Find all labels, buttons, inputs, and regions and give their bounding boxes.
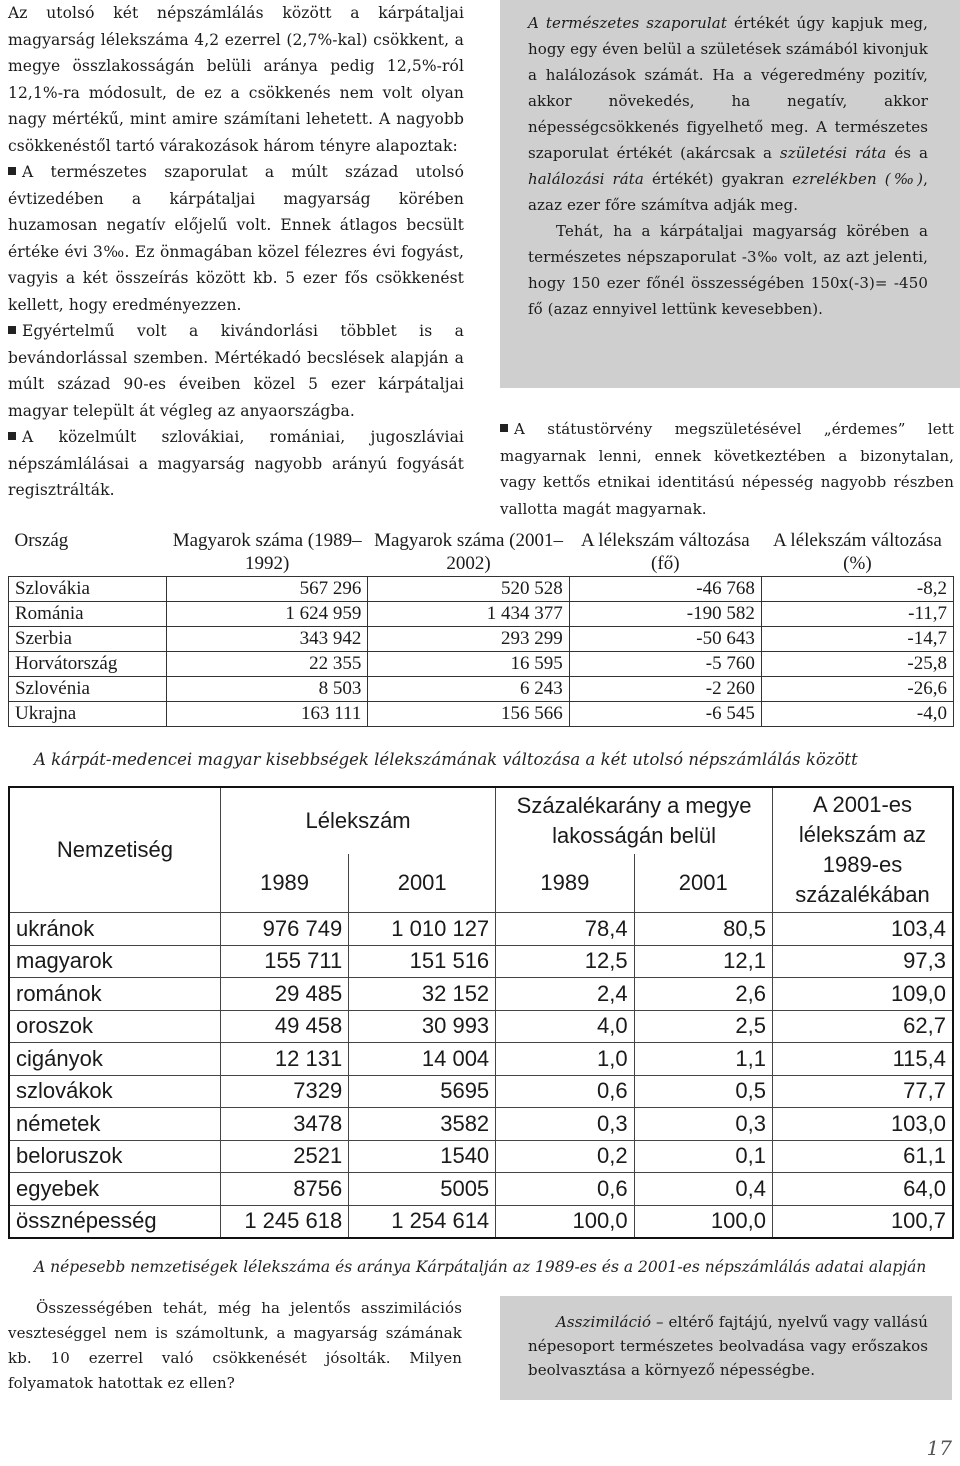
table-row (9, 1173, 953, 1206)
cell-nationality: németek (9, 1108, 220, 1141)
cell-value: 6 243 (368, 677, 569, 702)
cell-value: 520 528 (368, 577, 569, 602)
cell-value: -8,2 (761, 577, 953, 602)
cell-value: 32 152 (349, 978, 496, 1011)
cell-value: 64,0 (772, 1173, 953, 1206)
cell-nationality: egyebek (9, 1173, 220, 1206)
cell-value: 29 485 (220, 978, 348, 1011)
cell-value: 1 434 377 (368, 602, 569, 627)
cell-value: -50 643 (569, 627, 761, 652)
table-row (9, 978, 953, 1011)
cell-value: 1 624 959 (166, 602, 367, 627)
table-row (9, 627, 954, 652)
table-row (9, 1108, 953, 1141)
cell-country: Szerbia (9, 627, 167, 652)
cell-value: 0,6 (496, 1173, 634, 1206)
table-body (9, 913, 953, 1239)
cell-value: -2 260 (569, 677, 761, 702)
cell-value: 293 299 (368, 627, 569, 652)
cell-value: 14 004 (349, 1043, 496, 1076)
term-natural-growth: A természetes szaporulat (528, 14, 727, 32)
left-column-text (8, 0, 464, 504)
cell-nationality: össznépesség (9, 1205, 220, 1238)
cell-value: 61,1 (772, 1140, 953, 1173)
table-header-row (9, 787, 953, 854)
table-row (9, 945, 953, 978)
cell-value: 8 503 (166, 677, 367, 702)
table2-caption: A népesebb nemzetiségek lélekszáma és aránya Kárpátalján az 1989-es és a 2001-es népszámlálás adatai alapján (34, 1258, 927, 1276)
cell-nationality: magyarok (9, 945, 220, 978)
col-header-change-persons: A lélekszám változása (fő) (580, 530, 750, 574)
table-row (9, 702, 954, 727)
cell-nationality: ukránok (9, 913, 220, 946)
cell-value: 80,5 (634, 913, 772, 946)
cell-value: 0,6 (496, 1075, 634, 1108)
table-row (9, 1075, 953, 1108)
cell-value: 1540 (349, 1140, 496, 1173)
cell-value: 16 595 (368, 652, 569, 677)
cell-value: 0,1 (634, 1140, 772, 1173)
bullet-emigration (8, 318, 464, 424)
cell-value: 976 749 (220, 913, 348, 946)
cell-value: 1 245 618 (220, 1205, 348, 1238)
cell-value: 1,0 (496, 1043, 634, 1076)
assimilation-definition (528, 1310, 928, 1382)
cell-value: -14,7 (761, 627, 953, 652)
cell-country: Szlovákia (9, 577, 167, 602)
cell-value: 78,4 (496, 913, 634, 946)
cell-value: 155 711 (220, 945, 348, 978)
cell-value: 100,7 (772, 1205, 953, 1238)
cell-value: 22 355 (166, 652, 367, 677)
nationalities-table (8, 786, 954, 1239)
intro-paragraph: Az utolsó két népszámlálás között a kárpátaljai magyarság lélekszáma 4,2 ezerrel (2,7%-kal) csökkent, a megye összlakosságán belüli aránya pedig 12,5%-ról 12,1%-ra módosult, de ez a csökkenés nem volt olyan nagy mértékű, mint amire számítani lehetett. A nagyobb csökkenéstől tartó várakozások három tényre alapoztak: (8, 4, 464, 155)
cell-value: 4,0 (496, 1010, 634, 1043)
bullet-text: A közelmúlt szlovákiai, romániai, jugoszláviai népszámlálásai a magyarság nagyobb arányú fogyását regisztrálták. (8, 428, 464, 499)
table-body (9, 577, 954, 727)
col-header-year: 1989 (220, 854, 348, 913)
cell-value: -4,0 (761, 702, 953, 727)
cell-nationality: oroszok (9, 1010, 220, 1043)
term-death-rate: halálozási ráta (528, 170, 644, 188)
cell-value: 115,4 (772, 1043, 953, 1076)
cell-nationality: beloruszok (9, 1140, 220, 1173)
cell-value: 103,0 (772, 1108, 953, 1141)
col-header-count-2001: Magyarok száma (2001–2002) (374, 530, 563, 574)
cell-value: 2,5 (634, 1010, 772, 1043)
definition-paragraph: A természetes szaporulat értékét úgy kapjuk meg, hogy egy éven belül a születések számából kivonjuk a halálozások számát. Ha a végeredmény pozitív, akkor növekedés, ha negatív, akkor népességcsökkenés figyelhető meg. A természetes szaporulat értékét (akárcsak a születési ráta és a halálozási ráta értékét) gyakran ezrelékben (‰), azaz ezer főre számítva adják meg. (528, 14, 929, 214)
table-row (9, 602, 954, 627)
cell-value: 343 942 (166, 627, 367, 652)
cell-value: 0,5 (634, 1075, 772, 1108)
cell-value: 100,0 (634, 1205, 772, 1238)
page-number: 17 (926, 1436, 952, 1460)
cell-value: -5 760 (569, 652, 761, 677)
example-paragraph: Tehát, ha a kárpátaljai magyarság körében a természetes népszaporulat -3‰ volt, az azt jelenti, hogy 150 ezer főnél összességében 150x(-3)= -450 fő (azaz ennyivel lettünk kevesebben). (528, 222, 928, 318)
col-header-change-percent: A lélekszám változása (%) (773, 530, 942, 574)
cell-value: 5005 (349, 1173, 496, 1206)
cell-country: Ukrajna (9, 702, 167, 727)
cell-value: 0,3 (496, 1108, 634, 1141)
cell-value: 1 254 614 (349, 1205, 496, 1238)
cell-value: 1,1 (634, 1043, 772, 1076)
cell-value: 7329 (220, 1075, 348, 1108)
cell-value: 62,7 (772, 1010, 953, 1043)
table-row (9, 1010, 953, 1043)
cell-nationality: szlovákok (9, 1075, 220, 1108)
term-birth-rate: születési ráta (779, 144, 887, 162)
table1-caption: A kárpát-medencei magyar kisebbségek lélekszámának változása a két utolsó népszámlálás között (34, 750, 858, 769)
minority-census-table (8, 528, 954, 727)
cell-value: 567 296 (166, 577, 367, 602)
cell-country: Horvátország (9, 652, 167, 677)
cell-value: 151 516 (349, 945, 496, 978)
cell-value: -11,7 (761, 602, 953, 627)
col-header-count-1990: Magyarok száma (1989–1992) (172, 530, 362, 574)
table-row (9, 1140, 953, 1173)
col-header-year: 1989 (496, 854, 634, 913)
table-row (9, 1043, 953, 1076)
table-row (9, 652, 954, 677)
cell-value: 109,0 (772, 978, 953, 1011)
term-assimilation: Asszimiláció (556, 1313, 652, 1331)
cell-value: -6 545 (569, 702, 761, 727)
conclusion-paragraph: Összességében tehát, még ha jelentős asszimilációs veszteséggel nem is számoltunk, a magyarság számának kb. 10 ezerrel való csökkenését jósolták. Milyen folyamatok hatottak ez ellen? (8, 1299, 462, 1392)
bullet-text: A természetes szaporulat a múlt század utolsó évtizedében a kárpátaljai magyarság körében huzamosan negatív előjelű volt. Ennek átlagos becsült értéke évi 3‰. Ez önmagában közel félezres évi fogyást, vagyis a két összeírás között kb. 5 ezer fős csökkenést kellett, hogy eredményezzen. (8, 163, 464, 314)
cell-value: 2,4 (496, 978, 634, 1011)
cell-country: Szlovénia (9, 677, 167, 702)
cell-value: 2,6 (634, 978, 772, 1011)
col-header-share: Százalékarány a megye lakosságán belül (496, 787, 773, 854)
cell-value: 103,4 (772, 913, 953, 946)
cell-value: 3582 (349, 1108, 496, 1141)
cell-value: 97,3 (772, 945, 953, 978)
table-row (9, 1205, 953, 1238)
col-header-ratio: A 2001-es lélekszám az 1989-es százalékában (772, 787, 953, 913)
col-header-country: Ország (14, 530, 69, 551)
cell-value: -46 768 (569, 577, 761, 602)
cell-value: 49 458 (220, 1010, 348, 1043)
cell-value: 156 566 (368, 702, 569, 727)
cell-value: 0,3 (634, 1108, 772, 1141)
term-permille: ezrelékben (‰) (792, 170, 924, 188)
cell-value: 100,0 (496, 1205, 634, 1238)
col-header-year: 2001 (349, 854, 496, 913)
table-row (9, 913, 953, 946)
right-bullet (500, 416, 954, 522)
cell-value: 3478 (220, 1108, 348, 1141)
cell-value: 12,5 (496, 945, 634, 978)
assimilation-paragraph: Asszimiláció – eltérő fajtájú, nyelvű vagy vallású népesoport természetes beolvadása vagy erőszakos beolvasztása a környező népességbe. (528, 1313, 928, 1379)
bullet-neighbor-census (8, 424, 464, 504)
definition-text (528, 10, 928, 322)
bottom-left-text (8, 1296, 462, 1396)
bullet-natural-growth (8, 159, 464, 318)
cell-country: Románia (9, 602, 167, 627)
cell-value: 12,1 (634, 945, 772, 978)
cell-value: 12 131 (220, 1043, 348, 1076)
cell-value: 8756 (220, 1173, 348, 1206)
cell-value: 163 111 (166, 702, 367, 727)
cell-nationality: románok (9, 978, 220, 1011)
cell-value: 30 993 (349, 1010, 496, 1043)
table-row (9, 577, 954, 602)
table-header-row (9, 528, 954, 577)
cell-value: 2521 (220, 1140, 348, 1173)
cell-nationality: cigányok (9, 1043, 220, 1076)
col-header-year: 2001 (634, 854, 772, 913)
bullet-text: Egyértelmű volt a kivándorlási többlet is a bevándorlással szemben. Mértékadó becslések alapján a múlt század 90-es éveiben közel 5 ezer kárpátaljai magyar települt át végleg az anyaországba. (8, 322, 464, 420)
cell-value: -26,6 (761, 677, 953, 702)
cell-value: -25,8 (761, 652, 953, 677)
cell-value: 0,2 (496, 1140, 634, 1173)
col-header-population: Lélekszám (220, 787, 495, 854)
bullet-status-law (500, 416, 954, 522)
cell-value: -190 582 (569, 602, 761, 627)
table-row (9, 677, 954, 702)
cell-value: 5695 (349, 1075, 496, 1108)
cell-value: 0,4 (634, 1173, 772, 1206)
cell-value: 77,7 (772, 1075, 953, 1108)
bullet-text: A státustörvény megszületésével „érdemes” lett magyarnak lenni, ennek következtében a bizonytalan, vagy kettős etnikai identitású népesség nagyobb részben vallotta magát magyarnak. (500, 420, 954, 518)
cell-value: 1 010 127 (349, 913, 496, 946)
col-header-nationality: Nemzetiség (9, 787, 220, 913)
